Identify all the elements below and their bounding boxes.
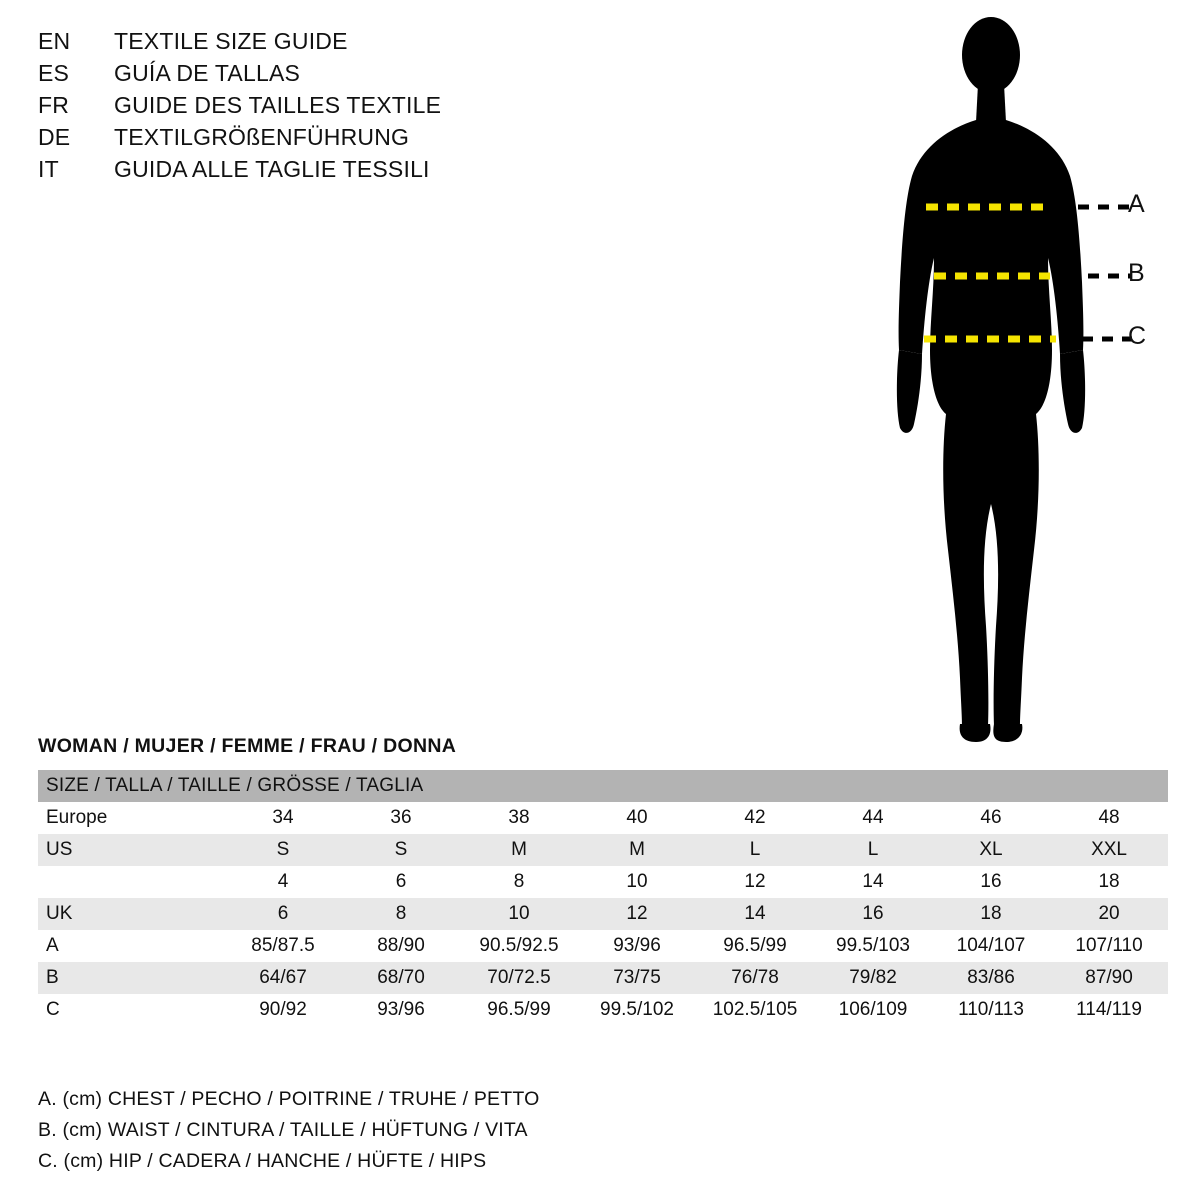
table-cell: 8 — [460, 866, 578, 898]
language-code: FR — [38, 92, 70, 118]
row-label — [38, 866, 224, 898]
female-body-figure — [850, 10, 1180, 750]
table-cell: 6 — [224, 898, 342, 930]
table-cell: 12 — [578, 898, 696, 930]
table-cell: 90/92 — [224, 994, 342, 1026]
table-cell: 96.5/99 — [460, 994, 578, 1026]
language-row — [38, 124, 558, 156]
language-title: GUÍA DE TALLAS — [114, 60, 301, 86]
table-cell: 44 — [814, 802, 932, 834]
table-cell: 68/70 — [342, 962, 460, 994]
legend-line-a: A. (cm) CHEST / PECHO / POITRINE / TRUHE / PETTO — [38, 1088, 540, 1110]
table-cell: 12 — [696, 866, 814, 898]
language-title: TEXTILGRÖßENFÜHRUNG — [114, 124, 410, 150]
language-row — [38, 156, 558, 188]
table-cell: 114/119 — [1050, 994, 1168, 1026]
table-cell: 8 — [342, 898, 460, 930]
table-cell: 40 — [578, 802, 696, 834]
table-cell: 85/87.5 — [224, 930, 342, 962]
table-cell: 93/96 — [578, 930, 696, 962]
table-cell: 14 — [696, 898, 814, 930]
table-row — [38, 930, 1168, 962]
language-code: DE — [38, 124, 71, 150]
table-cell: S — [342, 834, 460, 866]
table-cell: 10 — [578, 866, 696, 898]
table-cell: 99.5/103 — [814, 930, 932, 962]
table-row — [38, 802, 1168, 834]
table-cell: 87/90 — [1050, 962, 1168, 994]
language-code: IT — [38, 156, 59, 182]
table-cell: 110/113 — [932, 994, 1050, 1026]
marker-label-a: A — [1128, 190, 1145, 218]
table-cell: 106/109 — [814, 994, 932, 1026]
table-cell: 16 — [814, 898, 932, 930]
table-cell: 10 — [460, 898, 578, 930]
measurement-legend — [38, 1088, 838, 1181]
table-cell: 6 — [342, 866, 460, 898]
table-cell: L — [696, 834, 814, 866]
table-cell: 20 — [1050, 898, 1168, 930]
row-label: A — [38, 930, 224, 962]
table-cell: XL — [932, 834, 1050, 866]
table-cell: 14 — [814, 866, 932, 898]
table-cell: 104/107 — [932, 930, 1050, 962]
legend-line-c: C. (cm) HIP / CADERA / HANCHE / HÜFTE / HIPS — [38, 1150, 487, 1172]
language-title: TEXTILE SIZE GUIDE — [114, 28, 348, 54]
table-cell: XXL — [1050, 834, 1168, 866]
table-row — [38, 898, 1168, 930]
marker-label-c: C — [1128, 322, 1147, 350]
female-silhouette-icon — [897, 17, 1085, 742]
table-cell: M — [460, 834, 578, 866]
size-table-section — [38, 735, 1166, 1026]
row-label: US — [38, 834, 224, 866]
marker-label-b: B — [1128, 259, 1145, 287]
table-cell: 102.5/105 — [696, 994, 814, 1026]
table-cell: 48 — [1050, 802, 1168, 834]
table-cell: 64/67 — [224, 962, 342, 994]
row-label: C — [38, 994, 224, 1026]
row-label: Europe — [38, 802, 224, 834]
table-cell: L — [814, 834, 932, 866]
language-row — [38, 28, 558, 60]
table-cell: 46 — [932, 802, 1050, 834]
table-cell: 99.5/102 — [578, 994, 696, 1026]
row-label: UK — [38, 898, 224, 930]
row-label: B — [38, 962, 224, 994]
table-cell: 36 — [342, 802, 460, 834]
table-cell: 96.5/99 — [696, 930, 814, 962]
table-cell: 73/75 — [578, 962, 696, 994]
table-row — [38, 866, 1168, 898]
table-cell: 79/82 — [814, 962, 932, 994]
language-code: ES — [38, 60, 70, 86]
table-row — [38, 834, 1168, 866]
table-cell: 34 — [224, 802, 342, 834]
language-code: EN — [38, 28, 71, 54]
size-table — [38, 770, 1168, 1026]
table-cell: S — [224, 834, 342, 866]
table-group-title: WOMAN / MUJER / FEMME / FRAU / DONNA — [38, 735, 457, 757]
table-header-label: SIZE / TALLA / TAILLE / GRÖSSE / TAGLIA — [38, 770, 1168, 802]
table-row — [38, 962, 1168, 994]
table-cell: 93/96 — [342, 994, 460, 1026]
table-cell: M — [578, 834, 696, 866]
table-cell: 4 — [224, 866, 342, 898]
language-row — [38, 92, 558, 124]
table-cell: 107/110 — [1050, 930, 1168, 962]
language-title-block — [38, 28, 558, 188]
table-cell: 18 — [932, 898, 1050, 930]
table-cell: 38 — [460, 802, 578, 834]
table-cell: 16 — [932, 866, 1050, 898]
table-cell: 90.5/92.5 — [460, 930, 578, 962]
table-cell: 42 — [696, 802, 814, 834]
table-header-row — [38, 770, 1168, 802]
table-row — [38, 994, 1168, 1026]
table-cell: 88/90 — [342, 930, 460, 962]
language-row — [38, 60, 558, 92]
language-title: GUIDA ALLE TAGLIE TESSILI — [114, 156, 430, 182]
table-cell: 18 — [1050, 866, 1168, 898]
table-cell: 83/86 — [932, 962, 1050, 994]
legend-line-b: B. (cm) WAIST / CINTURA / TAILLE / HÜFTUNG / VITA — [38, 1119, 528, 1141]
table-cell: 70/72.5 — [460, 962, 578, 994]
table-cell: 76/78 — [696, 962, 814, 994]
language-title: GUIDE DES TAILLES TEXTILE — [114, 92, 442, 118]
